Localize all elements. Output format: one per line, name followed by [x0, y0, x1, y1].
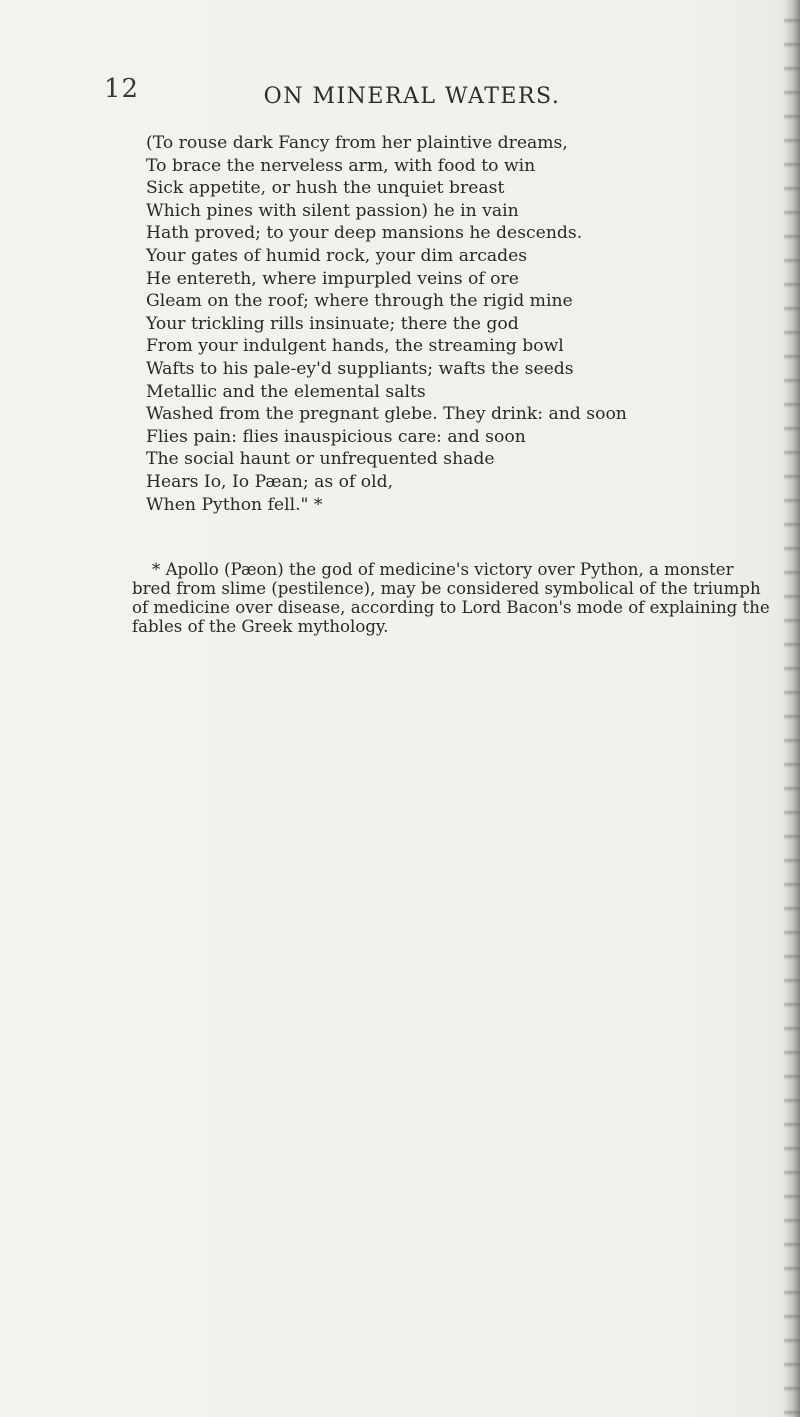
- footnote: [132, 560, 772, 636]
- poem-line: Hath proved; to your deep mansions he descends.: [146, 223, 583, 244]
- poem-line: Your gates of humid rock, your dim arcades: [146, 245, 528, 266]
- poem-line: Metallic and the elemental salts: [146, 381, 426, 402]
- page-edge-shadow: [784, 0, 800, 1417]
- running-head: ON MINERAL WATERS.: [263, 84, 561, 109]
- poem-line: He entereth, where impurpled veins of ore: [146, 268, 519, 289]
- poem-line: Your trickling rills insinuate; there the god: [146, 313, 519, 334]
- poem-line: Which pines with silent passion) he in vain: [146, 200, 519, 221]
- poem-line: Sick appetite, or hush the unquiet breast: [146, 178, 505, 199]
- footnote-line: fables of the Greek mythology.: [132, 617, 389, 636]
- poem-line: Wafts to his pale-ey'd suppliants; wafts the seeds: [146, 358, 574, 379]
- poem-line: (To rouse dark Fancy from her plaintive dreams,: [146, 133, 568, 153]
- footnote-line: bred from slime (pestilence), may be considered symbolical of the triumph: [132, 579, 761, 598]
- footnote-line: * Apollo (Pæon) the god of medicine's victory over Python, a monster: [152, 560, 734, 579]
- poem-line: The social haunt or unfrequented shade: [146, 449, 495, 470]
- footnote-line: of medicine over disease, according to Lord Bacon's mode of explaining the: [132, 598, 770, 617]
- poem-line: Washed from the pregnant glebe. They drink: and soon: [146, 404, 627, 425]
- poem-block: [146, 132, 766, 516]
- poem-line: Flies pain: flies inauspicious care: and soon: [146, 426, 526, 447]
- poem-line: Hears Io, Io Pæan; as of old,: [146, 471, 394, 492]
- poem-line: When Python fell." *: [146, 494, 323, 515]
- poem-line: Gleam on the roof; where through the rigid mine: [146, 291, 573, 312]
- poem-line: To brace the nerveless arm, with food to win: [146, 155, 536, 176]
- poem-line: From your indulgent hands, the streaming bowl: [146, 336, 564, 357]
- page-number: 12: [104, 74, 140, 104]
